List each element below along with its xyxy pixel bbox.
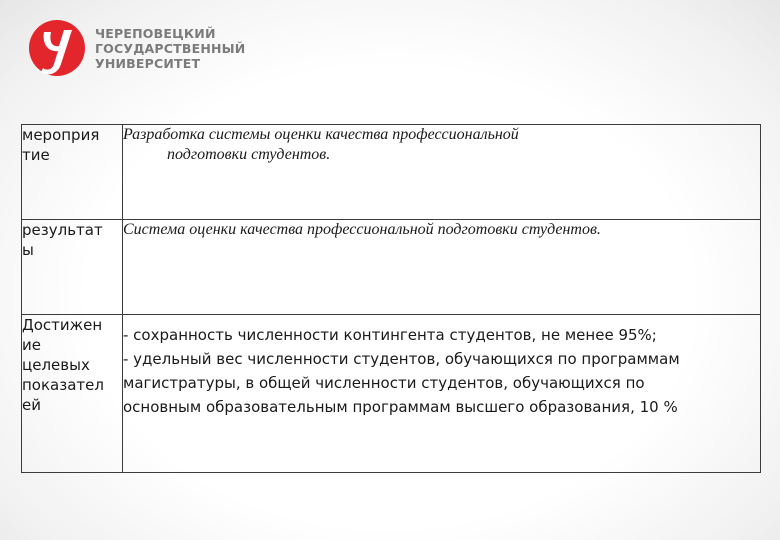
university-name-line: ЧЕРЕПОВЕЦКИЙ bbox=[95, 25, 216, 41]
label-line: ие bbox=[22, 336, 41, 354]
label-line: Достижен bbox=[22, 316, 103, 334]
table-row-results bbox=[22, 220, 761, 315]
label-line: целевых bbox=[22, 356, 90, 374]
table-row-activity bbox=[22, 125, 761, 220]
label-line: ы bbox=[22, 241, 34, 259]
label-line: результат bbox=[22, 221, 103, 239]
row-value-results bbox=[123, 220, 761, 315]
university-name-line: УНИВЕРСИТЕТ bbox=[95, 55, 201, 71]
row-value-activity bbox=[123, 125, 761, 220]
label-line: показател bbox=[22, 376, 104, 394]
target-indicator-line: основным образовательным программам высшего образования, 10 % bbox=[123, 398, 678, 416]
label-line: мероприя bbox=[22, 126, 100, 144]
target-indicator-line: магистратуры, в общей численности студентов, обучающихся по bbox=[123, 374, 645, 392]
university-logo-icon bbox=[28, 18, 86, 78]
university-name-line: ГОСУДАРСТВЕННЫЙ bbox=[95, 40, 246, 56]
value-line: Система оценки качества профессиональной подготовки студентов. bbox=[123, 221, 601, 238]
header bbox=[28, 18, 245, 78]
target-indicator-line: - сохранность численности контингента студентов, не менее 95%; bbox=[123, 326, 657, 344]
label-line: тие bbox=[22, 146, 50, 164]
label-line: ей bbox=[22, 396, 41, 414]
university-name bbox=[95, 26, 245, 71]
content-table bbox=[21, 124, 761, 473]
value-line: подготовки студентов. bbox=[167, 146, 331, 163]
row-label-results bbox=[22, 220, 123, 315]
row-label-targets bbox=[22, 315, 123, 473]
value-line: Разработка системы оценки качества профессиональной bbox=[123, 126, 519, 143]
row-value-targets bbox=[123, 315, 761, 473]
target-indicator-line: - удельный вес численности студентов, обучающихся по программам bbox=[123, 350, 680, 368]
table-row-targets bbox=[22, 315, 761, 473]
row-label-activity bbox=[22, 125, 123, 220]
